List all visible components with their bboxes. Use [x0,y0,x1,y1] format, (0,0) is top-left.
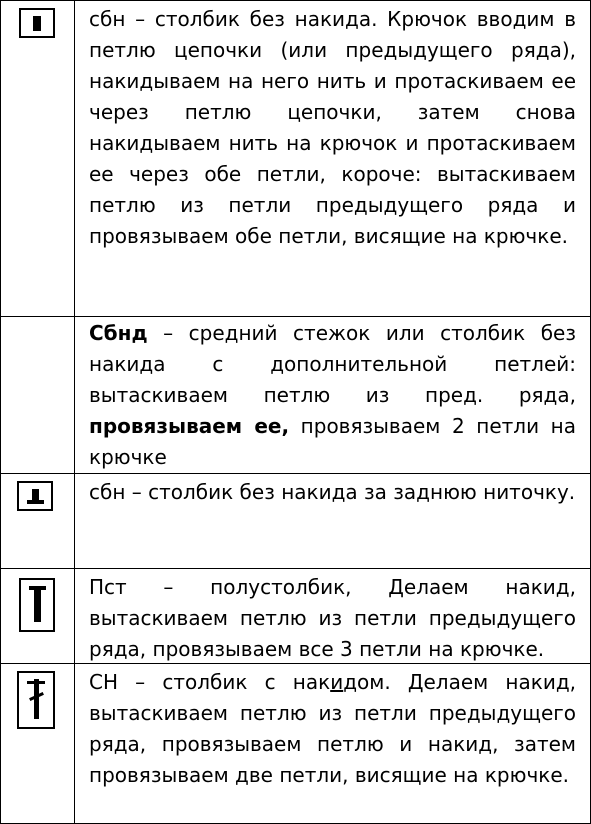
sbn-symbol-icon [19,8,55,38]
sbn-back-loop-symbol-icon [17,481,53,511]
table-row-3-description: сбн – столбик без накида за заднюю ниточку. [89,480,576,504]
table-row-5-description [89,667,576,791]
table-row-4-description: Пст – полустолбик, Делаем накид, вытаскиваем петлю из петли предыдущего ряда, провязываем все 3 петли на крючке. [89,575,576,661]
description-part: дом. Делаем накид, вытаскиваем петлю из петли предыдущего ряда, провязываем петлю и накид, затем провязываем две петли, висящие на крючке. [89,670,576,787]
table-row-2-description [89,318,576,473]
description-part: – средний стежок или столбик без накида с дополнительной петлей: вытаскиваем петлю из пред. ряда, [89,321,576,407]
pst-symbol-icon [19,578,55,632]
underlined-letter: и [330,670,344,694]
table-row-3-symbol-cell [1,473,74,568]
column-divider [74,0,75,824]
table-row-4-symbol-cell [1,568,74,663]
table-row-2-symbol-cell [1,316,74,473]
description-part: СН – столбик с нак [89,670,331,694]
row-divider [1,473,591,474]
table-row-1-symbol-cell [1,0,74,316]
row-divider [1,316,591,317]
row-divider [1,568,591,569]
description-part: провязываем 2 петли на крючке [89,414,576,469]
table-row-1-description: сбн – столбик без накида. Крючок вводим в петлю цепочки (или предыдущего ряда), накидываем на него нить и протаскиваем ее через петлю цепочки, затем снова накидываем нить на крючок и протаскиваем ее через обе петли, короче: вытаскиваем петлю из петли предыдущего ряда и провязываем обе петли, висящие на крючке. [89,7,576,248]
emphasis-text: провязываем ее, [89,414,290,438]
table-row-5-symbol-cell [1,663,74,823]
term-sbnd: Сбнд [89,321,148,345]
sn-symbol-icon [17,671,55,729]
table-border-top [1,0,591,1]
